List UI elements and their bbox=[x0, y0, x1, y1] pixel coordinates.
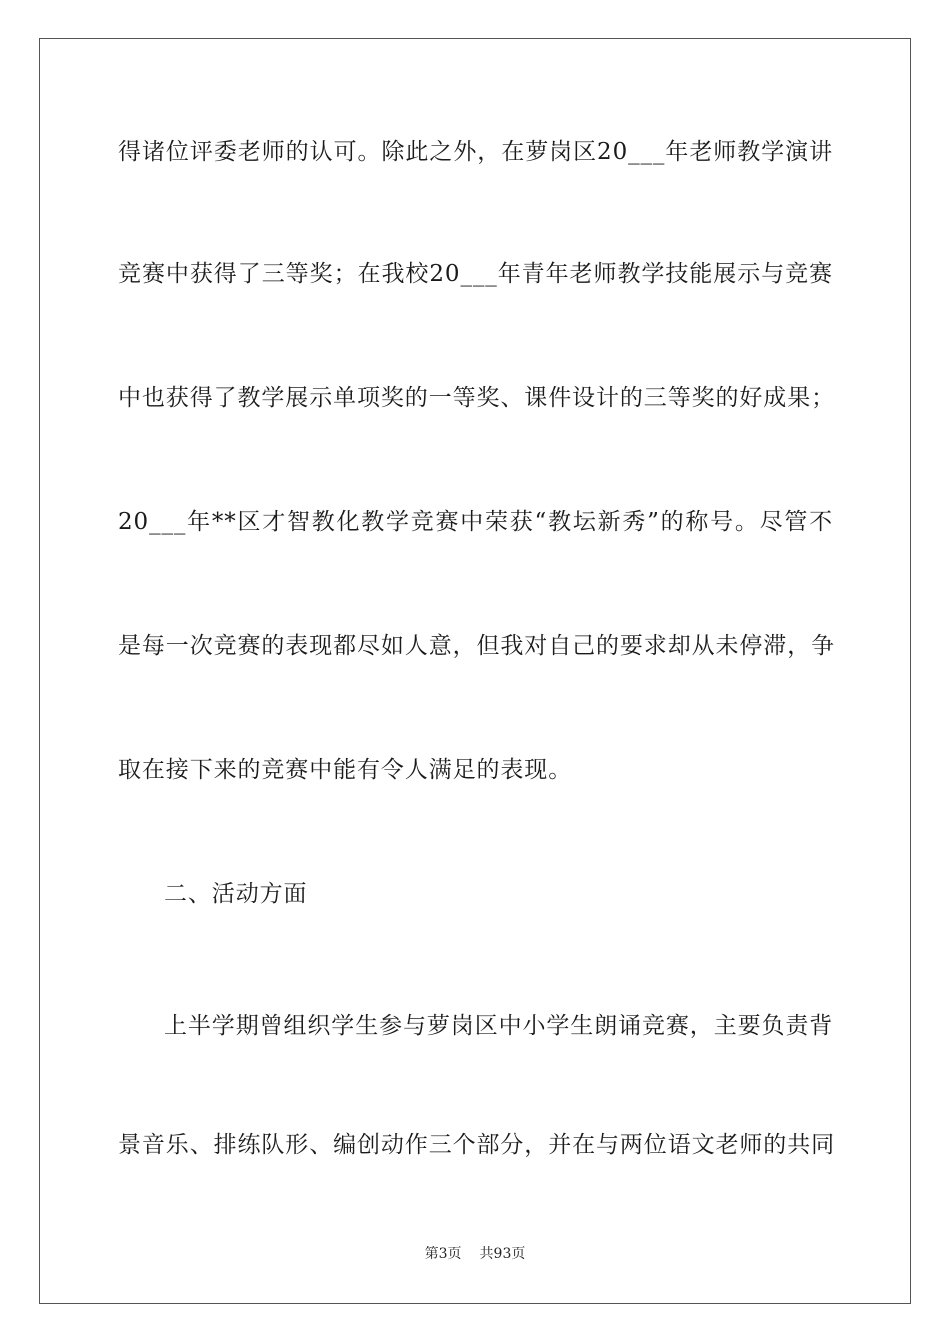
paragraph-line-6: 取在接下来的竞赛中能有令人满足的表现。 bbox=[118, 757, 573, 783]
paragraph-line-1: 得诸位评委老师的认可。除此之外，在萝岗区20___年老师教学演讲 bbox=[118, 139, 833, 165]
page-border bbox=[39, 38, 911, 1304]
paragraph-line-4: 20___年**区才智教化教学竞赛中荣获“教坛新秀”的称号。尽管不 bbox=[118, 509, 833, 535]
page-number: 第3页 bbox=[424, 1246, 462, 1262]
section-heading: 二、活动方面 bbox=[164, 881, 308, 907]
paragraph-line-7: 上半学期曾组织学生参与萝岗区中小学生朗诵竞赛，主要负责背 bbox=[164, 1013, 834, 1039]
paragraph-line-2: 竞赛中获得了三等奖；在我校20___年青年老师教学技能展示与竞赛 bbox=[118, 261, 833, 287]
paragraph-line-8: 景音乐、排练队形、编创动作三个部分，并在与两位语文老师的共同 bbox=[118, 1132, 835, 1158]
page-footer bbox=[0, 1244, 950, 1264]
paragraph-line-5: 是每一次竞赛的表现都尽如人意，但我对自己的要求却从未停滞，争 bbox=[118, 633, 835, 659]
paragraph-line-3: 中也获得了教学展示单项奖的一等奖、课件设计的三等奖的好成果； bbox=[118, 385, 835, 411]
total-pages: 共93页 bbox=[479, 1246, 526, 1262]
